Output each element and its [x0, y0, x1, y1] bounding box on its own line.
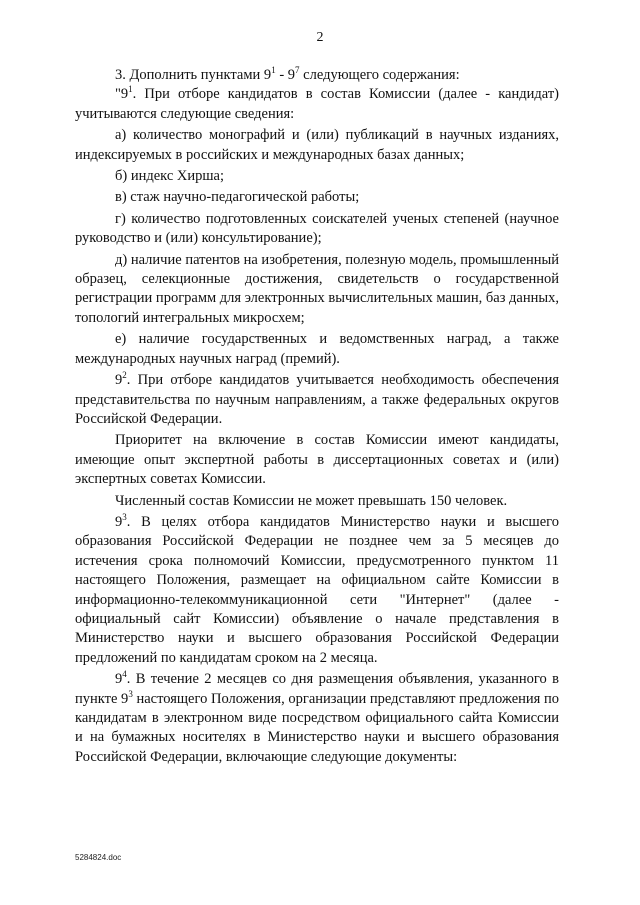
paragraph-item-b: б) индекс Хирша; — [115, 168, 225, 185]
paragraph-item-c: в) стаж научно-педагогической работы; — [115, 189, 360, 206]
page-number: 2 — [316, 30, 324, 45]
paragraph-9-4: $9^4$. В течение 2 месяцев со дня размещения объявления, указанного в пункте $9^3$ настоящего Положения, организации представляют предложения по кандидатам в электронном виде посредством официального сайта Комиссии и на бумажных носителях в Министерство науки и высшего образования Российской Федерации, включающие следующие документы: — [75, 669, 559, 765]
paragraph-9-3: $9^3$. В целях отбора кандидатов Министерство науки и высшего образования Российской Федерации не позднее чем за 5 месяцев до истечения срока полномочий Комиссии, предусмотренного пунктом 11 настоящего Положения, размещает на официальном сайте Комиссии в информационно-телекоммуникационной сети "Интернет" (далее - официальный сайт Комиссии) объявление о начале представления в Министерство науки и высшего образования Российской Федерации предложений по кандидатам сроком на 2 месяца. — [75, 512, 559, 666]
paragraph-intro: 3. Дополнить пунктами $9^1 - 9^7$ следующего содержания: — [115, 65, 460, 83]
paragraph-item-a: а) количество монографий и (или) публикаций в научных изданиях, индексируемых в российских и международных базах данных; — [75, 127, 559, 163]
paragraph-item-f: е) наличие государственных и ведомственных наград, а также международных научных наград (премий). — [75, 331, 559, 367]
paragraph-priority: Приоритет на включение в состав Комиссии имеют кандидаты, имеющие опыт экспертной работы в диссертационных советах и (или) экспертных советах Комиссии. — [75, 432, 559, 488]
paragraph-9-1: "$9^1$. При отборе кандидатов в состав Комиссии (далее - кандидат) учитываются следующие сведения: — [75, 84, 559, 122]
paragraph-item-d: г) количество подготовленных соискателей ученых степеней (научное руководство и (или) консультирование); — [75, 210, 559, 247]
document-body — [75, 66, 559, 767]
file-name-footer: 5284824.doc — [75, 853, 122, 862]
paragraph-max-size: Численный состав Комиссии не может превышать 150 человек. — [115, 492, 508, 509]
paragraph-item-e: д) наличие патентов на изобретения, полезную модель, промышленный образец, селекционные достижения, свидетельств о государственной регистрации программ для электронных вычислительных машин, баз данных, топологий интегральных микросхем; — [75, 251, 559, 326]
paragraph-9-2: $9^2$. При отборе кандидатов учитывается необходимость обеспечения представительства по научным направлениям, а также федеральных округов Российской Федерации. — [75, 370, 559, 427]
